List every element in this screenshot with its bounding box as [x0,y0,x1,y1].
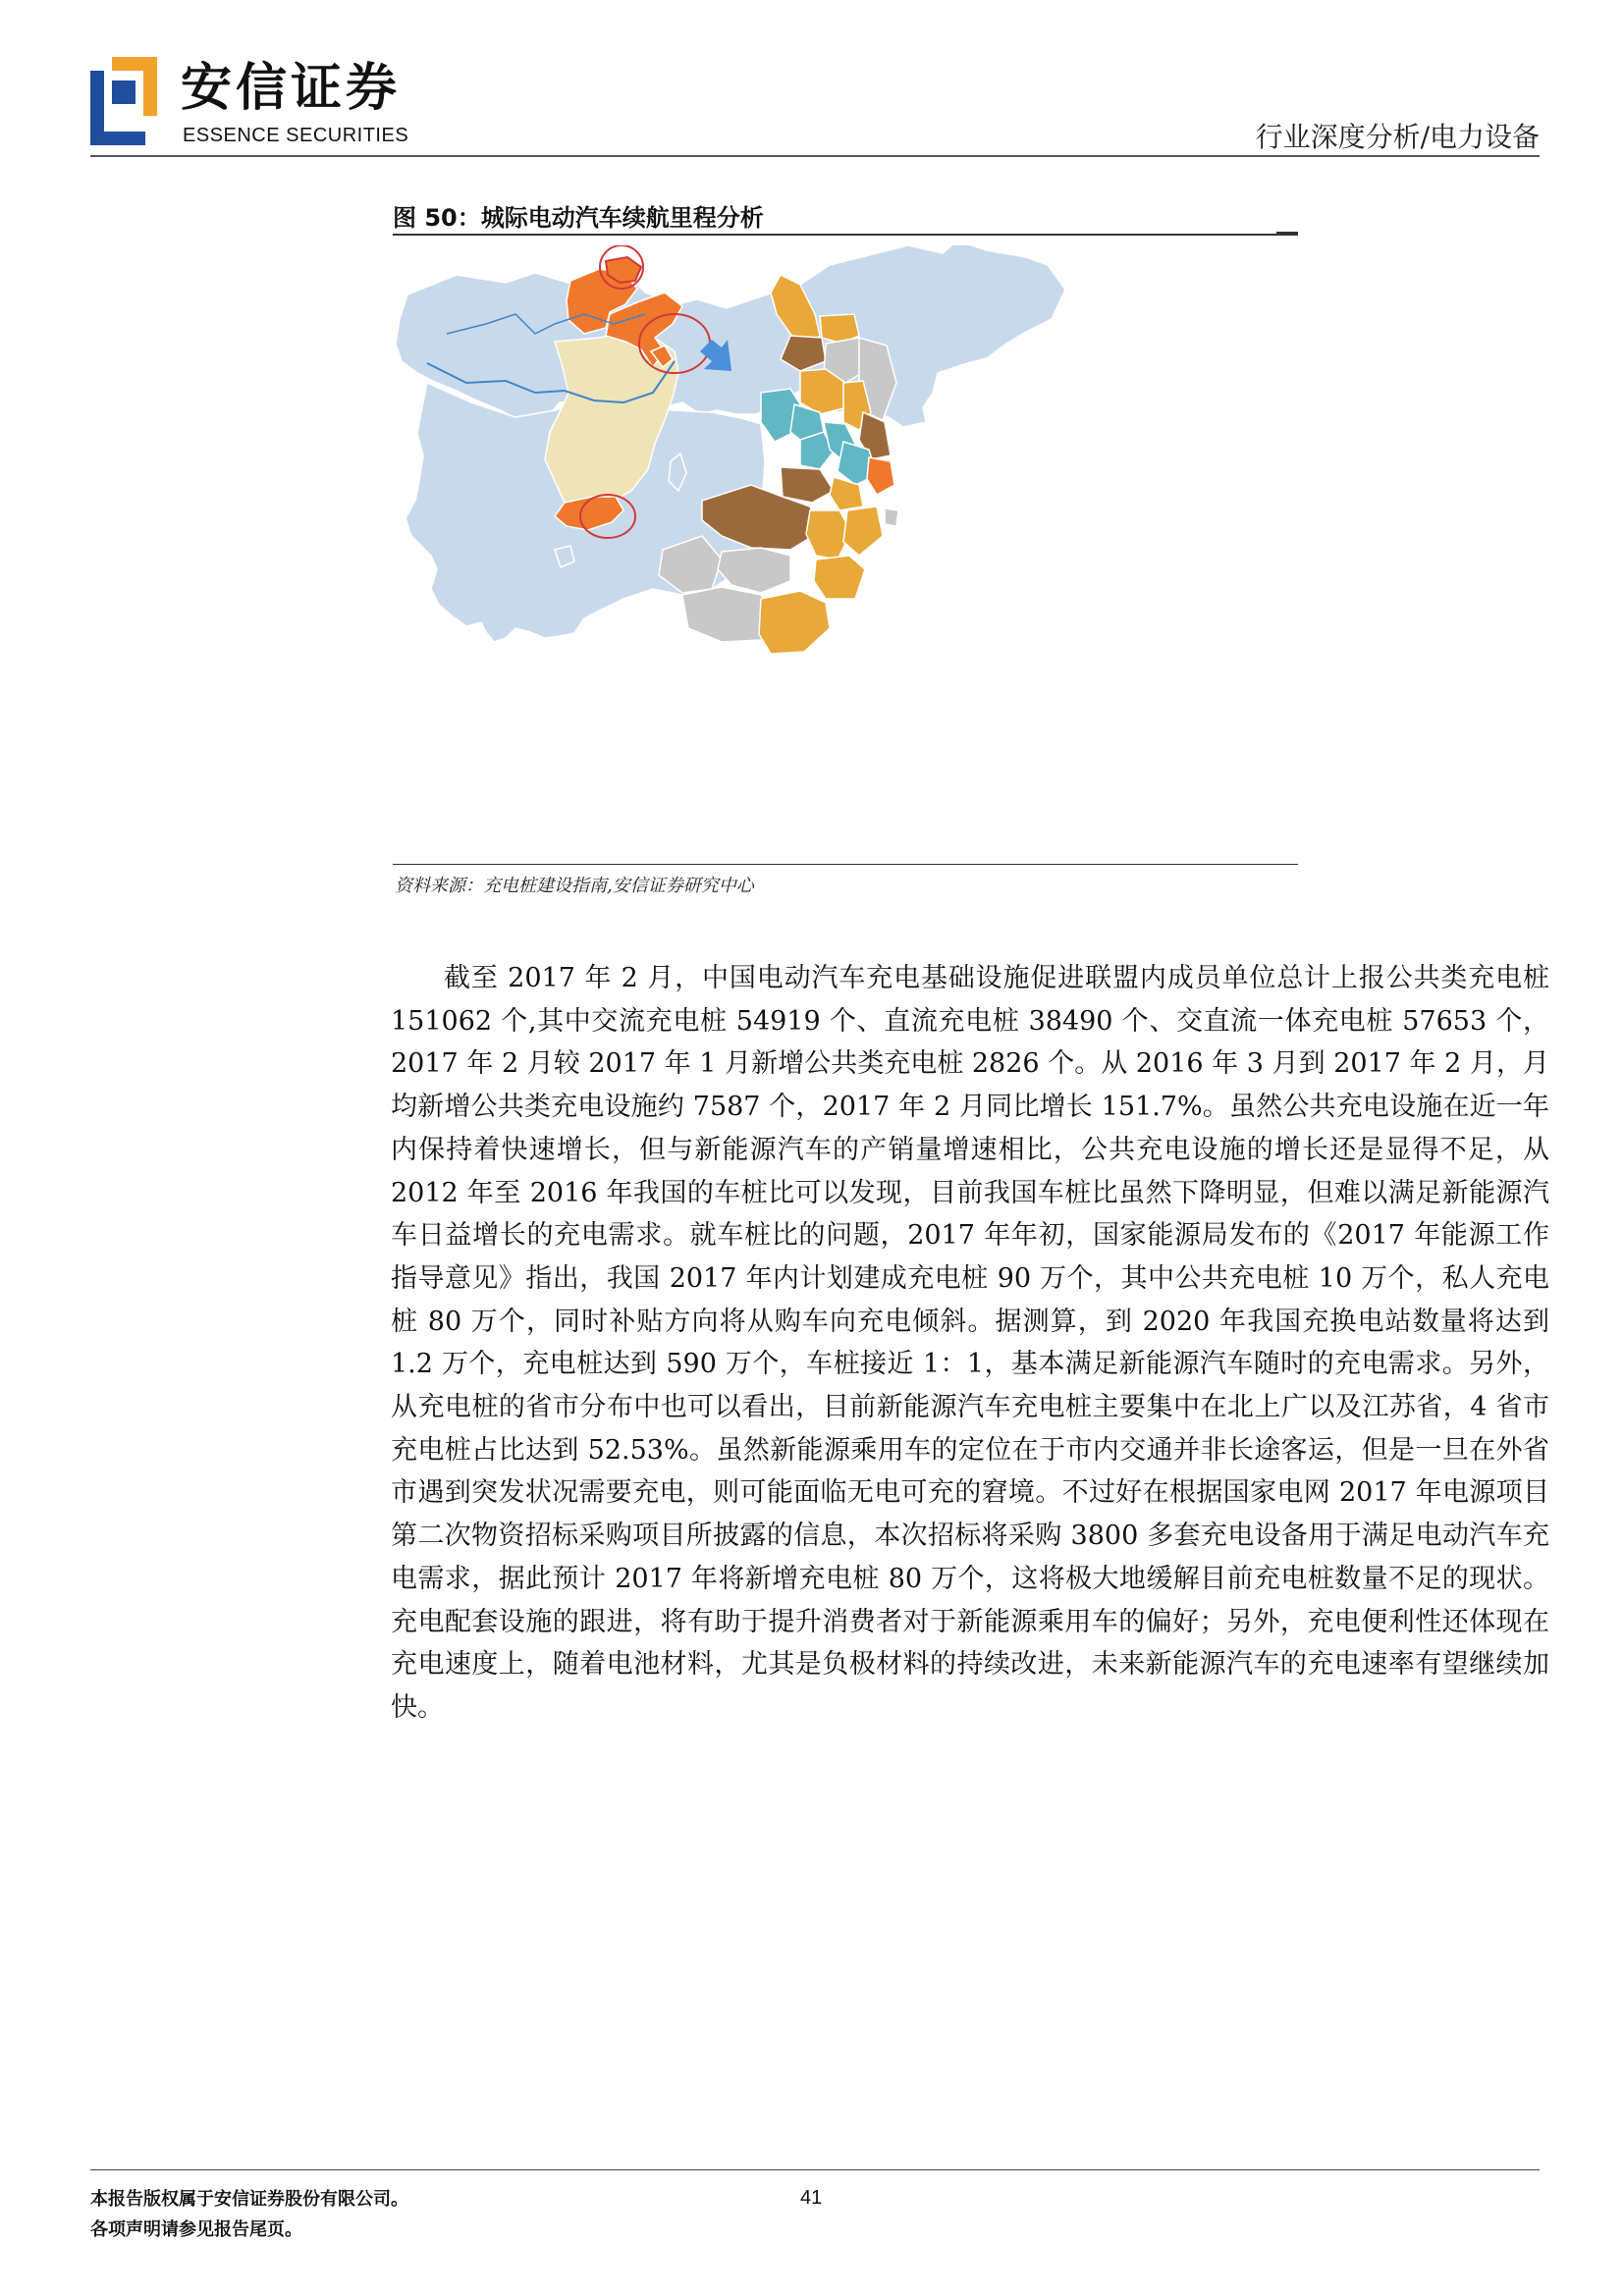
taizhou-zj-region [814,556,865,599]
figure-source: 资料来源：充电桩建设指南,安信证券研究中心 [395,876,754,896]
footer-divider [90,2169,1540,2170]
header-divider [90,155,1540,157]
shanghai-zoom-region [867,457,894,495]
logo-mark-icon [90,57,157,145]
figure-map [388,245,1301,864]
footer-copyright: 本报告版权属于安信证券股份有限公司。 [90,2189,408,2210]
huzhou-region [781,467,834,503]
figure-bottom-rule [393,864,1298,865]
map-svg [388,245,1301,864]
footer-notice: 各项声明请参见报告尾页。 [90,2219,302,2240]
wenzhou-region [759,591,830,654]
figure-top-rule [393,234,1298,236]
jinhua-region [718,548,790,593]
logo-english-name: ESSENCE SECURITIES [183,125,409,146]
company-logo [90,55,513,148]
logo-chinese-name: 安信证券 [181,59,402,118]
ningbo-region [843,507,883,556]
page-number: 41 [800,2187,823,2209]
body-paragraph: 截至 2017 年 2 月，中国电动汽车充电基础设施促进联盟内成员单位总计上报公共类充电桩 151062 个,其中交流充电桩 54919 个、直流充电桩 38490 个、交直流一体充电桩 57653 个，2017 年 2 月较 2017 年 1 月新增公共类充电桩 2826 个。从 2016 年 3 月到 2017 年 2 月，月均新增公共类充电设施约 7587 个，2017 年 2 月同比增长 151.7%。虽然公共充电设施在近一年内保持着快速增长，但与新能源汽车的产销量增速相比，公共充电设施的增长还是显得不足，从 2012 年至 2016 年我国的车桩比可以发现，目前我国车桩比虽然下降明显，但难以满足新能源汽车日益增长的充电需求。就车桩比的问题，2017 年年初，国家能源局发布的《2017 年能源工作指导意见》指出，我国 2017 年内计划建成充电桩 90 万个，其中公共充电桩 10 万个，私人充电桩 80 万个，同时补贴方向将从购车向充电倾斜。据测算，到 2020 年我国充换电站数量将达到 1.2 万个，充电桩达到 590 万个，车桩接近 1：1，基本满足新能源汽车随时的充电需求。另外，从充电桩的省市分布中也可以看出，目前新能源汽车充电桩主要集中在北上广以及江苏省，4 省市充电桩占比达到 52.53%。虽然新能源乘用车的定位在于市内交通并非长途客运，但是一旦在外省市遇到突发状况需要充电，则可能面临无电可充的窘境。不过好在根据国家电网 2017 年电源项目第二次物资招标采购项目所披露的信息，本次招标将采购 3800 多套充电设备用于满足电动汽车充电需求，据此预计 2017 年将新增充电桩 80 万个，这将极大地缓解目前充电桩数量不足的现状。充电配套设施的跟进，将有助于提升消费者对于新能源乘用车的偏好；另外，充电便利性还体现在充电速度上，随着电池材料，尤其是负极材料的持续改进，未来新能源汽车的充电速率有望继续加快。 [391,963,1549,1723]
figure-top-rule-accent [1276,232,1298,236]
figure-title: 图 50：城际电动汽车续航里程分析 [393,204,764,232]
zhoushan-region [885,508,898,526]
report-category: 行业深度分析/电力设备 [1255,121,1540,153]
china-outline [396,245,1065,427]
footer-disclaimer [90,2184,408,2245]
